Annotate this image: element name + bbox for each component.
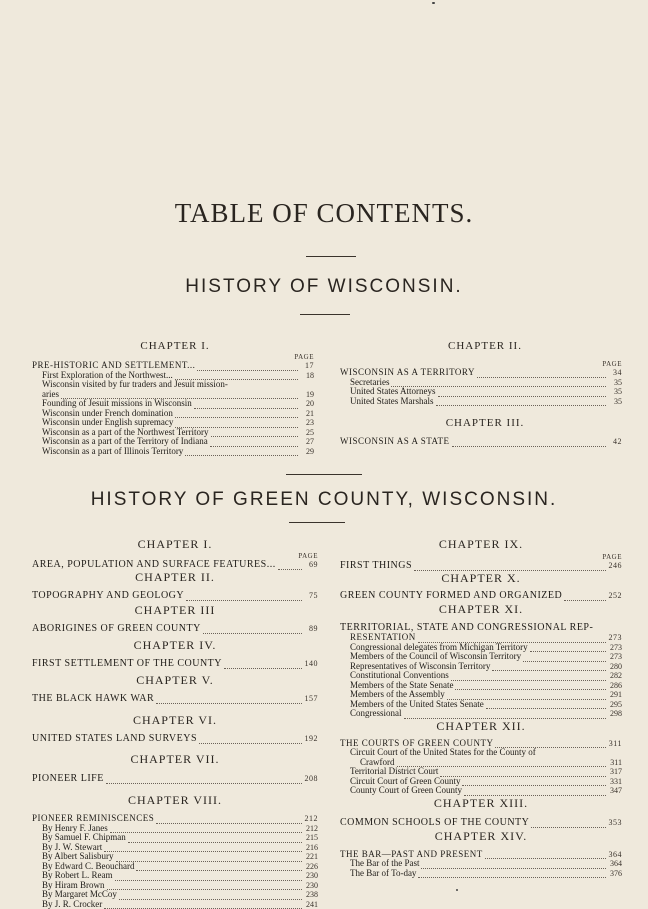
toc-entry[interactable]: PIONEER REMINISCENCES 212 bbox=[32, 814, 318, 824]
green-heading: HISTORY OF GREEN COUNTY, WISCONSIN. bbox=[0, 489, 648, 511]
green-right-column bbox=[340, 540, 622, 878]
wis-ch3-list bbox=[340, 437, 622, 447]
toc-entry[interactable]: By J. W. Stewart 216 bbox=[32, 843, 318, 853]
toc-entry[interactable]: United States Attorneys 35 bbox=[340, 387, 622, 397]
wis-ch1-label: CHAPTER I. bbox=[90, 340, 260, 352]
toc-entry[interactable]: Members of the Assembly 291 bbox=[340, 690, 622, 700]
chapter-label: CHAPTER III bbox=[32, 606, 318, 620]
toc-entry[interactable]: The Bar of the Past 364 bbox=[340, 859, 622, 869]
toc-entry[interactable]: By Margaret McCoy 238 bbox=[32, 890, 318, 900]
page-label: PAGE bbox=[340, 554, 622, 560]
chapter-label: CHAPTER I. bbox=[32, 540, 318, 554]
wis-ch1-list bbox=[32, 353, 314, 456]
chapter-label: CHAPTER VI. bbox=[32, 716, 318, 730]
toc-entry[interactable]: By Henry F. Janes 212 bbox=[32, 824, 318, 834]
chapter-label: CHAPTER II. bbox=[32, 573, 318, 587]
section-divider bbox=[286, 474, 362, 475]
toc-entry[interactable]: WISCONSIN AS A TERRITORY 34 bbox=[340, 368, 622, 378]
toc-entry[interactable]: First Exploration of the Northwest... 18 bbox=[32, 371, 314, 381]
toc-entry[interactable]: Crawford 311 bbox=[340, 758, 622, 768]
title-rule bbox=[306, 256, 356, 257]
chapter-label: CHAPTER IV. bbox=[32, 641, 318, 655]
green-left-column bbox=[32, 540, 318, 909]
chapter-label: CHAPTER XIV. bbox=[340, 832, 622, 846]
toc-entry[interactable]: Wisconsin visited by fur traders and Jesuit mission- bbox=[32, 380, 314, 390]
toc-entry[interactable]: WISCONSIN AS A STATE 42 bbox=[340, 437, 622, 447]
toc-entry[interactable]: By J. R. Crocker 241 bbox=[32, 900, 318, 909]
toc-entry[interactable]: Circuit Court of the United States for the County of bbox=[340, 748, 622, 758]
page-label: PAGE bbox=[32, 353, 314, 361]
chapter-label: CHAPTER VIII. bbox=[32, 796, 318, 810]
toc-entry[interactable]: TERRITORIAL, STATE AND CONGRESSIONAL REP- bbox=[340, 622, 622, 633]
toc-entry[interactable]: The Bar of To-day 376 bbox=[340, 869, 622, 879]
toc-entry[interactable]: Wisconsin as a part of the Territory of Indiana 27 bbox=[32, 437, 314, 447]
chapter-label: CHAPTER IX. bbox=[340, 540, 622, 554]
toc-entry[interactable]: By Robert L. Ream 230 bbox=[32, 871, 318, 881]
toc-entry[interactable]: By Albert Salisbury 221 bbox=[32, 852, 318, 862]
paper-speck bbox=[432, 2, 435, 4]
wis-ch3-label: CHAPTER III. bbox=[400, 417, 570, 429]
chapter-label: CHAPTER V. bbox=[32, 676, 318, 690]
toc-entry[interactable]: By Samuel F. Chipman 215 bbox=[32, 833, 318, 843]
toc-entry[interactable]: COMMON SCHOOLS OF THE COUNTY 353 bbox=[340, 817, 622, 828]
toc-entry[interactable]: Members of the Council of Wisconsin Territory 273 bbox=[340, 652, 622, 662]
chapter-label: CHAPTER XIII. bbox=[340, 799, 622, 813]
wis-ch2-label: CHAPTER II. bbox=[410, 340, 560, 352]
toc-entry[interactable]: Territorial District Court 317 bbox=[340, 767, 622, 777]
toc-entry[interactable]: PRE-HISTORIC AND SETTLEMENT... 17 bbox=[32, 361, 314, 371]
toc-entry[interactable]: Constitutional Conventions 282 bbox=[340, 671, 622, 681]
toc-entry[interactable]: Representatives of Wisconsin Territory 280 bbox=[340, 662, 622, 672]
toc-entry[interactable]: FIRST THINGS 246 bbox=[340, 560, 622, 571]
toc-entry[interactable]: GREEN COUNTY FORMED AND ORGANIZED 252 bbox=[340, 590, 622, 601]
page-title: TABLE OF CONTENTS. bbox=[0, 198, 648, 229]
toc-entry[interactable]: Members of the State Senate 286 bbox=[340, 681, 622, 691]
toc-entry[interactable]: Wisconsin under English supremacy 23 bbox=[32, 418, 314, 428]
toc-entry[interactable]: Founding of Jesuit missions in Wisconsin 20 bbox=[32, 399, 314, 409]
toc-entry[interactable]: United States Marshals 35 bbox=[340, 397, 622, 407]
toc-entry[interactable]: Wisconsin as a part of Illinois Territory 29 bbox=[32, 447, 314, 457]
wisconsin-rule bbox=[300, 314, 350, 315]
toc-entry[interactable]: RESENTATION 273 bbox=[340, 633, 622, 643]
toc-entry[interactable]: ABORIGINES OF GREEN COUNTY 89 bbox=[32, 623, 318, 634]
toc-entry[interactable]: Congressional 298 bbox=[340, 709, 622, 719]
toc-entry[interactable]: Wisconsin as a part of the Northwest Territory 25 bbox=[32, 428, 314, 438]
chapter-label: CHAPTER VII. bbox=[32, 755, 318, 769]
toc-entry[interactable]: THE COURTS OF GREEN COUNTY 311 bbox=[340, 739, 622, 749]
chapter-label: CHAPTER X. bbox=[340, 574, 622, 588]
toc-entry[interactable]: By Hiram Brown 230 bbox=[32, 881, 318, 891]
toc-entry[interactable]: Secretaries 35 bbox=[340, 378, 622, 388]
chapter-label: CHAPTER XI. bbox=[340, 605, 622, 619]
toc-entry[interactable]: Wisconsin under French domination 21 bbox=[32, 409, 314, 419]
toc-entry[interactable]: Congressional delegates from Michigan Territory 273 bbox=[340, 643, 622, 653]
wisconsin-heading: HISTORY OF WISCONSIN. bbox=[0, 276, 648, 298]
green-rule bbox=[289, 522, 345, 523]
toc-entry[interactable]: AREA, POPULATION AND SURFACE FEATURES... 69 bbox=[32, 559, 318, 570]
toc-entry[interactable]: PIONEER LIFE 208 bbox=[32, 773, 318, 784]
wis-ch2-list bbox=[340, 360, 622, 406]
toc-entry[interactable]: Circuit Court of Green County 331 bbox=[340, 777, 622, 787]
toc-entry[interactable]: THE BLACK HAWK WAR 157 bbox=[32, 693, 318, 704]
toc-entry[interactable]: THE BAR—PAST AND PRESENT 364 bbox=[340, 850, 622, 860]
toc-entry[interactable]: By Edward C. Beouchard 226 bbox=[32, 862, 318, 872]
toc-entry[interactable]: FIRST SETTLEMENT OF THE COUNTY 140 bbox=[32, 658, 318, 669]
page-label: PAGE bbox=[340, 360, 622, 368]
toc-entry[interactable]: UNITED STATES LAND SURVEYS 192 bbox=[32, 733, 318, 744]
page-label: PAGE bbox=[32, 554, 318, 559]
toc-entry[interactable]: aries 19 bbox=[32, 390, 314, 400]
paper-speck bbox=[456, 889, 458, 891]
toc-entry[interactable]: Members of the United States Senate 295 bbox=[340, 700, 622, 710]
toc-entry[interactable]: County Court of Green County 347 bbox=[340, 786, 622, 796]
toc-entry[interactable]: TOPOGRAPHY AND GEOLOGY 75 bbox=[32, 590, 318, 601]
chapter-label: CHAPTER XII. bbox=[340, 722, 622, 736]
